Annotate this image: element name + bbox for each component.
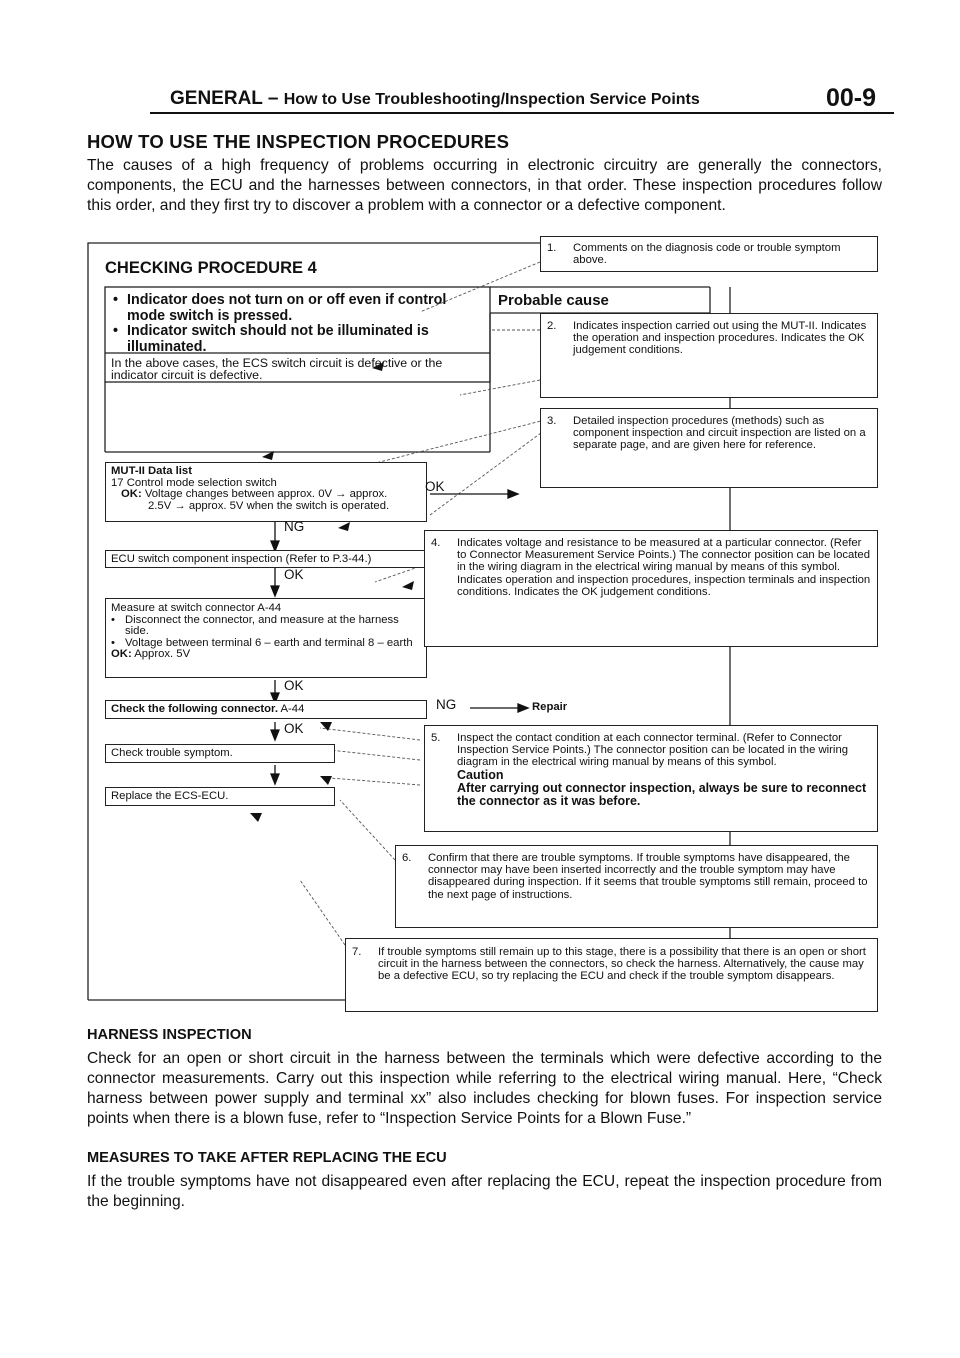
mut-title: MUT-II Data list	[111, 465, 192, 477]
mut-ok-text-1: Voltage changes between approx. 0V → approx.	[144, 488, 388, 501]
diagram-title: CHECKING PROCEDURE 4	[105, 259, 317, 277]
measure-box	[105, 598, 427, 678]
caution-label: Caution	[457, 767, 504, 782]
replace-ecu-box	[105, 787, 335, 806]
page-number: 00-9	[826, 84, 877, 112]
note-box-5: 5. Inspect the contact condition at each connector terminal. (Refer to Connector Inspection Service Points.) The connector position can be located in the wiring diagram in the electrical wiring manual by means of this symbol. Caution After carrying out connector inspection, always be sure to reconnect the connector as it was before.	[424, 725, 878, 832]
note-box-2: 2. Indicates inspection carried out using the MUT-II. Indicates the operation and inspection procedures. Indicates the OK judgement conditions.	[540, 313, 878, 398]
harness-title: HARNESS INSPECTION	[87, 1027, 252, 1043]
check-connector-box	[105, 700, 427, 719]
intro-paragraph: The causes of a high frequency of problems occurring in electronic circuitry are generally the connectors, components, the ECU and the harnesses between connectors, in that order. These inspection procedures follow this order, and they first try to discover a problem with a connector or a defective component.	[87, 157, 882, 214]
header-dash: –	[267, 88, 279, 109]
mut-item: 17 Control mode selection switch	[111, 476, 277, 489]
note-7-text: If trouble symptoms still remain up to this stage, there is a possibility that there is an open or short circuit in the harness between the connectors, so check the harness. Alternatively, the cause may be a defective ECU, so try replacing the ECU and check if the trouble symptom disappears.	[378, 946, 866, 983]
mut-ok-label: OK:	[121, 488, 142, 501]
check-connector-text: Check the following connector.	[111, 703, 278, 715]
note-4-text: Indicates voltage and resistance to be measured at a particular connector. (Refer to Connector Measurement Service Points.) The connector position can be located in the wiring diagram in the electrical wiring manual by means of this symbol. Indicates operation and inspection procedures, inspection terminals and inspection conditions. Indicates the OK judgement conditions.	[457, 537, 871, 598]
note-6-text: Confirm that there are trouble symptoms. If trouble symptoms have disappeared, the connector may have been inserted incorrectly and the trouble symptom may have disappeared during inspection. If it seems that trouble symptoms still remain, proceed to the next page of instructions.	[428, 852, 868, 901]
ok-label-1: OK	[425, 479, 445, 494]
measure-ok-label: OK:	[111, 648, 132, 661]
indicator-line-2: • Indicator switch should not be illuminated is illuminated.	[113, 323, 429, 355]
note-5-text: Inspect the contact condition at each connector terminal. (Refer to Connector Inspection Service Points.) The connector position can be located in the wiring diagram in the electrical wiring manual by means of this symbol.	[457, 732, 849, 769]
check-connector-ref: A-44	[280, 703, 305, 715]
ok-label-4: OK	[284, 721, 304, 736]
ecu-inspection-text: ECU switch component inspection (Refer to P.3-44.)	[111, 553, 372, 565]
ng-label-2: NG	[436, 697, 457, 712]
indicator-line-1: • Indicator does not turn on or off even if control mode switch is pressed.	[113, 292, 447, 324]
note-box-6: 6. Confirm that there are trouble symptoms. If trouble symptoms have disappeared, the connector may have been inserted incorrectly and the trouble symptom may have disappeared during inspection. If it seems that trouble symptoms still remain, proceed to the next page of instructions.	[395, 845, 878, 928]
measure-title: Measure at switch connector A-44	[111, 602, 282, 614]
indicator-conditions	[113, 293, 488, 355]
replace-ecu-text: Replace the ECS-ECU.	[111, 790, 229, 802]
probable-cause-label: Probable cause	[498, 292, 609, 309]
note-2-text: Indicates inspection carried out using the MUT-II. Indicates the operation and inspection procedures. Indicates the OK judgement conditions.	[573, 320, 867, 357]
harness-paragraph: Check for an open or short circuit in the harness between the terminals which were defective according to the connector measurements. Carry out this inspection while referring to the electrical wiring manual. Here, “Check harness between power supply and terminal xx” also includes checking for blown fuses. For inspection service points when there is a blown fuse, refer to “Inspection Service Points for a Blown Fuse.”	[87, 1050, 882, 1127]
note-box-7: 7. If trouble symptoms still remain up to this stage, there is a possibility that there is an open or short circuit in the harness between the connectors, so check the harness. Alternatively, the cause may be a defective ECU, so try replacing the ECU and check if the trouble symptom disappears.	[345, 938, 878, 1012]
measure-bullet-2: • Voltage between terminal 6 – earth and terminal 8 – earth	[111, 636, 413, 649]
measure-bullet-1: • Disconnect the connector, and measure at the harness side.	[111, 613, 399, 638]
ecu-inspection-box	[105, 550, 427, 568]
mut-ok-text-2: 2.5V → approx. 5V when the switch is operated.	[148, 499, 390, 512]
caution-text: After carrying out connector inspection, always be sure to reconnect the connector as it was before.	[457, 780, 867, 808]
ng-label-1: NG	[284, 519, 305, 534]
measures-paragraph: If the trouble symptoms have not disappeared even after replacing the ECU, repeat the inspection procedure from the beginning.	[87, 1173, 882, 1210]
note-3-text: Detailed inspection procedures (methods) such as component inspection and circuit inspection are listed on a separate page, and are given here for reference.	[573, 415, 866, 452]
note-1-text: Comments on the diagnosis code or trouble symptom above.	[573, 242, 841, 267]
page-title: HOW TO USE THE INSPECTION PROCEDURES	[87, 131, 510, 152]
check-symptom-text: Check trouble symptom.	[111, 747, 233, 759]
mut-data-list-box	[105, 462, 427, 522]
note-box-3: 3. Detailed inspection procedures (methods) such as component inspection and circuit inspection are listed on a separate page, and are given here for reference.	[540, 408, 878, 488]
check-symptom-box	[105, 744, 335, 763]
header-section: GENERAL	[170, 88, 263, 109]
defect-note: In the above cases, the ECS switch circuit is defective or the indicator circuit is defective.	[111, 356, 443, 383]
note-box-4: 4. Indicates voltage and resistance to be measured at a particular connector. (Refer to Connector Measurement Service Points.) The connector position can be located in the wiring diagram in the electrical wiring manual by means of this symbol. Indicates operation and inspection procedures, inspection terminals and inspection conditions. Indicates the OK judgement conditions.	[424, 530, 878, 647]
ok-label-3: OK	[284, 678, 304, 693]
repair-label: Repair	[532, 701, 568, 713]
note-box-1: 1. Comments on the diagnosis code or trouble symptom above.	[540, 236, 878, 272]
measure-ok-text: Approx. 5V	[134, 648, 191, 661]
measures-title: MEASURES TO TAKE AFTER REPLACING THE ECU	[87, 1150, 447, 1166]
header-subtitle: How to Use Troubleshooting/Inspection Service Points	[283, 91, 700, 108]
ok-label-2: OK	[284, 567, 304, 582]
